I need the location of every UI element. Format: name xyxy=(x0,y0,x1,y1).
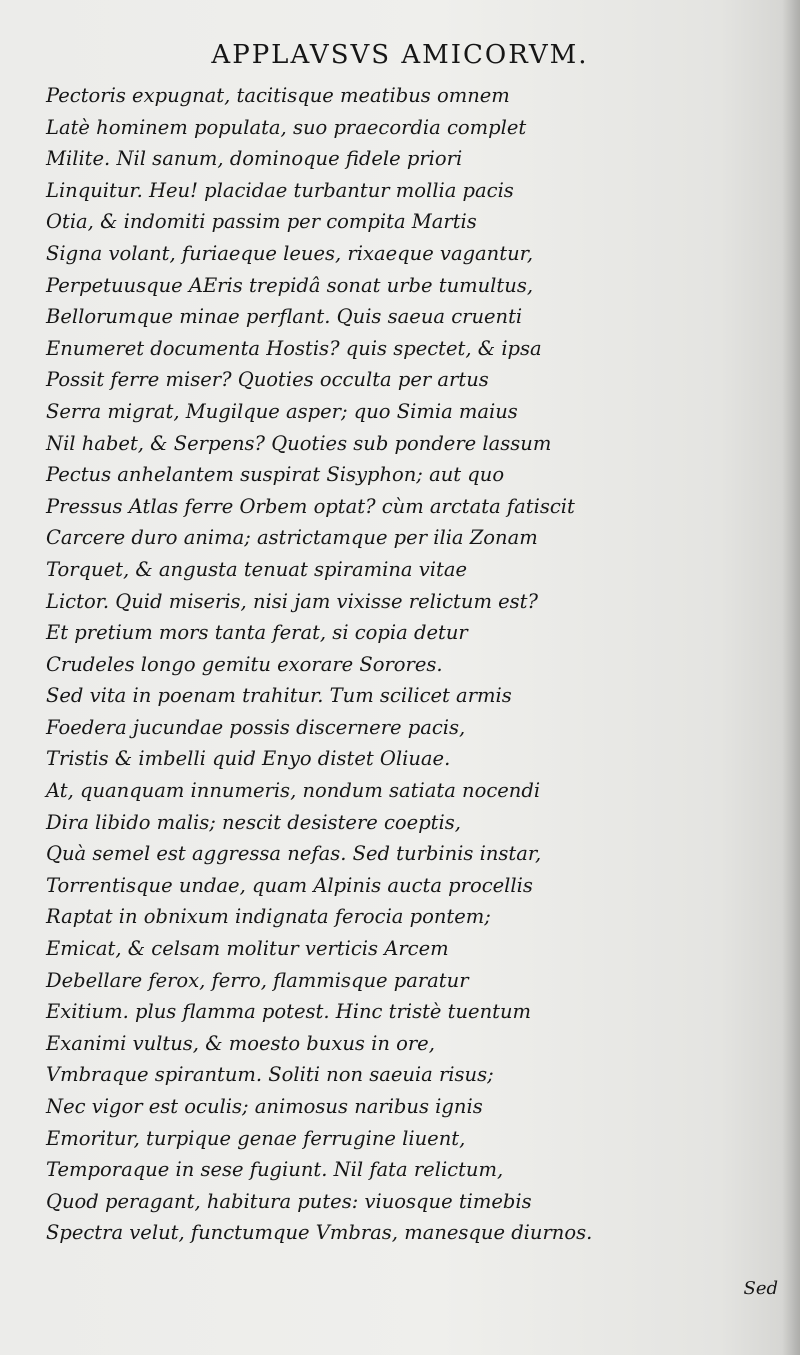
verse-line: Tristis & imbelli quid Enyo distet Oliuae. xyxy=(46,747,451,771)
page-running-title: APPLAVSVS AMICORVM. xyxy=(211,40,589,70)
verse-line: Debellare ferox, ferro, flammisque paratur xyxy=(46,968,469,992)
catchword: Sed xyxy=(743,1278,778,1299)
verse-line: Exanimi vultus, & moesto buxus in ore, xyxy=(46,1031,435,1055)
verse-line: Latè hominem populata, suo praecordia complet xyxy=(46,115,527,139)
verse-line: Dira libido malis; nescit desistere coeptis, xyxy=(46,810,461,834)
verse-line: Perpetuusque AEris trepidâ sonat urbe tumultus, xyxy=(46,273,534,297)
verse-line: Lictor. Quid miseris, nisi jam vixisse relictum est? xyxy=(46,589,538,613)
verse-line: Raptat in obnixum indignata ferocia pontem; xyxy=(46,905,491,929)
verse-line: Nil habet, & Serpens? Quoties sub pondere lassum xyxy=(46,431,552,455)
verse-line: Bellorumque minae perflant. Quis saeua cruenti xyxy=(46,305,523,329)
verse-line: Milite. Nil sanum, dominoque fidele priori xyxy=(46,147,463,171)
verse-line: Nec vigor est oculis; animosus naribus ignis xyxy=(46,1095,483,1118)
verse-line: Torquet, & angusta tenuat spiramina vitae xyxy=(46,557,468,581)
verse-line: Serra migrat, Mugilque asper; quo Simia maius xyxy=(46,399,518,423)
verse-line: Emicat, & celsam molitur verticis Arcem xyxy=(46,937,449,961)
verse-line: Signa volant, furiaeque leues, rixaeque vagantur, xyxy=(46,241,534,265)
verse-line: Pectus anhelantem suspirat Sisyphon; aut quo xyxy=(46,463,505,487)
verse-line: At, quanquam innumeris, nondum satiata nocendi xyxy=(46,779,541,803)
verse-line: Linquitur. Heu! placidae turbantur mollia pacis xyxy=(46,178,514,202)
page-gutter-shadow xyxy=(782,0,800,1355)
verse-line: Carcere duro anima; astrictamque per ilia Zonam xyxy=(46,526,538,550)
verse-line: Enumeret documenta Hostis? quis spectet, & ipsa xyxy=(46,336,542,360)
verse-line: Quà semel est aggressa nefas. Sed turbinis instar, xyxy=(46,842,542,866)
verse-line: Et pretium mors tanta ferat, si copia detur xyxy=(46,621,468,645)
verse-line: Exitium. plus flamma potest. Hinc tristè tuentum xyxy=(46,1000,532,1024)
verse-line: Crudeles longo gemitu exorare Sorores. xyxy=(46,652,443,676)
verse-line: Vmbraque spirantum. Soliti non saeuia risus; xyxy=(46,1063,494,1087)
verse-line: Quod peragant, habitura putes: viuosque timebis xyxy=(46,1189,532,1213)
verse-line: Emoritur, turpique genae ferrugine liuent, xyxy=(46,1126,466,1150)
verse-line: Pectoris expugnat, tacitisque meatibus omnem xyxy=(46,84,510,107)
verse-line: Possit ferre miser? Quoties occulta per artus xyxy=(46,368,489,392)
verse-line: Otia, & indomiti passim per compita Martis xyxy=(46,210,477,234)
verse-line: Spectra velut, functumque Vmbras, manesque diurnos. xyxy=(46,1221,593,1245)
verse-line: Foedera jucundae possis discernere pacis, xyxy=(46,715,466,739)
verse-line: Pressus Atlas ferre Orbem optat? cùm arctata fatiscit xyxy=(46,494,575,518)
verse-line: Temporaque in sese fugiunt. Nil fata relictum, xyxy=(46,1158,504,1182)
verse-line: Sed vita in poenam trahitur. Tum scilicet armis xyxy=(46,684,512,708)
verse-line: Torrentisque undae, quam Alpinis aucta procellis xyxy=(46,873,533,897)
poem-verse-block xyxy=(46,80,766,1249)
